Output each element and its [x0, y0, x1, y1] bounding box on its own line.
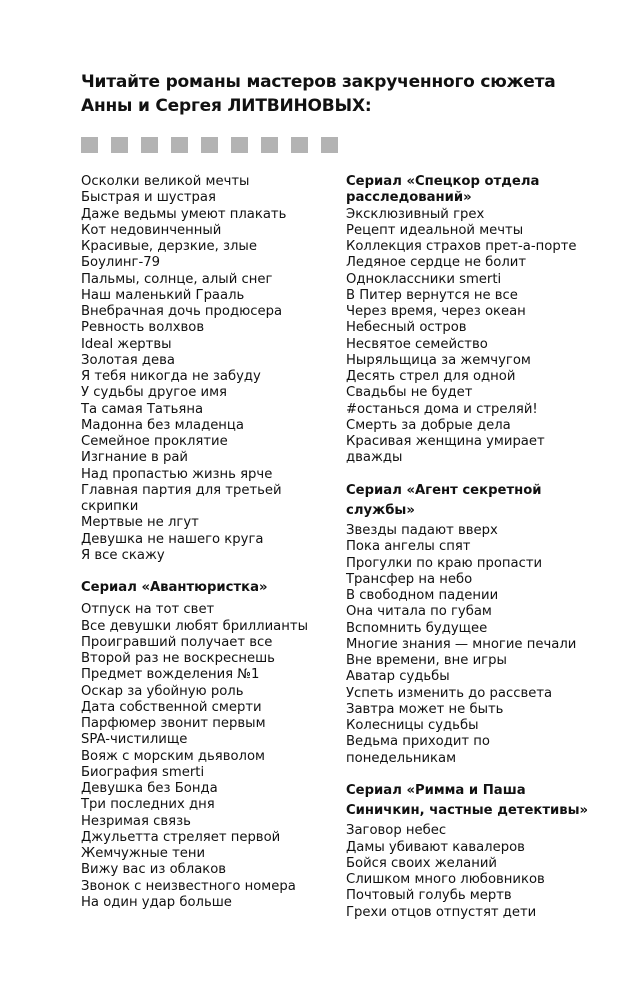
- book-title: Над пропастью жизнь ярче: [81, 466, 273, 482]
- book-title: #останься дома и стреляй!: [346, 401, 538, 417]
- book-title: Небесный остров: [346, 320, 467, 336]
- series-title: Сериал «Авантюристка»: [81, 580, 268, 595]
- book-title: На один удар больше: [81, 894, 232, 910]
- book-title: Успеть изменить до рассвета: [346, 685, 553, 701]
- book-title: Многие знания — многие печали: [346, 636, 577, 652]
- book-title: Я все скажу: [81, 547, 165, 563]
- book-title: Пока ангелы спят: [346, 539, 471, 555]
- book-title: Завтра может не быть: [346, 701, 504, 717]
- book-title: Незримая связь: [81, 813, 191, 829]
- book-title: Боулинг-79: [81, 255, 161, 271]
- book-title: Та самая Татьяна: [81, 401, 204, 417]
- series-title-line: Сериал «Агент секретной: [346, 482, 542, 498]
- book-title: Я тебя никогда не забуду: [81, 369, 261, 384]
- series-rimma-and-pasha: [346, 783, 606, 921]
- book-title: В свободном падении: [346, 588, 499, 603]
- book-title: Быстрая и шустрая: [81, 190, 216, 206]
- book-title: У судьбы другое имя: [81, 385, 227, 401]
- book-title: Красивая женщина умирает: [346, 434, 545, 449]
- book-title: Биография smerti: [81, 764, 205, 780]
- book-title: Изгнание в рай: [81, 450, 188, 466]
- right-column: [346, 174, 606, 921]
- book-title: Наш маленький Грааль: [81, 287, 245, 303]
- book-title: Ревность волхвов: [81, 320, 205, 336]
- book-title: Осколки великой мечты: [81, 174, 250, 189]
- square-divider-icon: [321, 137, 338, 153]
- book-title: Главная партия для третьей: [81, 482, 282, 498]
- book-title: Трансфер на небо: [346, 571, 473, 587]
- book-title: Заговор небес: [346, 823, 447, 839]
- square-divider-icon: [111, 137, 128, 153]
- book-title: Колесницы судьбы: [346, 718, 479, 733]
- book-title: Одноклассники smerti: [346, 271, 502, 287]
- book-title: Аватар судьбы: [346, 669, 450, 685]
- book-title: Красивые, дерзкие, злые: [81, 239, 257, 254]
- book-title: Слишком много любовников: [346, 872, 545, 887]
- book-title: В Питер вернутся не все: [346, 287, 518, 303]
- book-title: Пальмы, солнце, алый снег: [81, 271, 273, 287]
- series-book-list: [346, 207, 606, 467]
- book-title: Коллекция страхов прет-а-порте: [346, 239, 577, 254]
- page-heading: [81, 70, 581, 118]
- book-title: Вне времени, вне игры: [346, 653, 507, 668]
- series-title-line: Синичкин, частные детективы»: [346, 803, 589, 818]
- square-divider-icon: [291, 137, 308, 153]
- book-title: Ideal жертвы: [81, 336, 172, 352]
- series-adventuress: [81, 580, 331, 911]
- book-title: Звезды падают вверх: [346, 523, 498, 538]
- book-title: Десять стрел для одной: [346, 369, 516, 384]
- square-divider-icon: [171, 137, 188, 153]
- series-secret-agent: [346, 483, 606, 767]
- book-title: Грехи отцов отпустят дети: [346, 904, 537, 920]
- book-title: Звонок с неизвестного номера: [81, 878, 296, 894]
- book-title: Отпуск на тот свет: [81, 602, 215, 618]
- heading-line-2: Анны и Сергея ЛИТВИНОВЫХ:: [81, 96, 372, 116]
- book-title: Рецепт идеальной мечты: [346, 222, 524, 238]
- book-title: Второй раз не воскреснешь: [81, 651, 275, 666]
- book-title: Смерть за добрые дела: [346, 417, 511, 433]
- square-divider-icon: [261, 137, 278, 153]
- book-title: SPA-чистилище: [81, 732, 188, 748]
- square-divider-icon: [201, 137, 218, 153]
- heading-line-1: Читайте романы мастеров закрученного сюжета: [81, 72, 556, 92]
- square-divider-icon: [141, 137, 158, 153]
- book-title: Эксклюзивный грех: [346, 206, 485, 222]
- book-title: Вспомнить будущее: [346, 620, 488, 636]
- book-title: дважды: [346, 450, 403, 466]
- book-title: Парфюмер звонит первым: [81, 716, 266, 731]
- book-title: Девушка без Бонда: [81, 781, 218, 796]
- book-title: Вояж с морским дьяволом: [81, 748, 265, 764]
- book-title: Мертвые не лгут: [81, 515, 199, 531]
- series-book-list: [346, 823, 606, 921]
- book-title: Ныряльщица за жемчугом: [346, 352, 531, 368]
- book-title: Внебрачная дочь продюсера: [81, 304, 283, 319]
- decorative-squares: [81, 137, 338, 153]
- book-title: Свадьбы не будет: [346, 385, 473, 401]
- book-title: Мадонна без младенца: [81, 417, 244, 433]
- book-title: Даже ведьмы умеют плакать: [81, 206, 287, 222]
- book-title: Предмет вожделения №1: [81, 667, 260, 683]
- book-title: Ведьма приходит по: [346, 734, 490, 750]
- book-title: Прогулки по краю пропасти: [346, 555, 543, 571]
- book-title: Вижу вас из облаков: [81, 862, 227, 878]
- book-title: Дата собственной смерти: [81, 699, 262, 715]
- book-title: Ледяное сердце не болит: [346, 255, 527, 271]
- book-title: понедельникам: [346, 750, 457, 766]
- series-book-list: [81, 602, 331, 911]
- square-divider-icon: [81, 137, 98, 153]
- book-title: Оскар за убойную роль: [81, 683, 244, 699]
- book-title: Несвятое семейство: [346, 336, 488, 352]
- series-title-line: расследований»: [346, 190, 472, 206]
- series-book-list: [346, 523, 606, 767]
- series-title-line: Сериал «Римма и Паша: [346, 782, 526, 798]
- book-title: Бойся своих желаний: [346, 855, 497, 871]
- book-title: Проигравший получает все: [81, 634, 273, 650]
- series-title-line: Сериал «Спецкор отдела: [346, 174, 540, 189]
- book-title: Все девушки любят бриллианты: [81, 618, 308, 634]
- book-title: Кот недовинченный: [81, 222, 222, 238]
- book-title: Джульетта стреляет первой: [81, 829, 281, 845]
- book-title: скрипки: [81, 499, 139, 514]
- book-title: Почтовый голубь мертв: [346, 888, 512, 904]
- book-title: Дамы убивают кавалеров: [346, 839, 525, 855]
- book-title: Жемчужные тени: [81, 846, 206, 861]
- book-title: Через время, через океан: [346, 304, 526, 319]
- book-title: Семейное проклятие: [81, 434, 228, 449]
- series-special-correspondent: [346, 174, 606, 467]
- square-divider-icon: [231, 137, 248, 153]
- book-title: Золотая дева: [81, 352, 175, 368]
- series-title-line: службы»: [346, 502, 415, 518]
- left-column: [81, 174, 331, 911]
- book-title: Она читала по губам: [346, 604, 492, 620]
- book-title: Три последних дня: [81, 797, 215, 813]
- standalone-book-list: [81, 174, 331, 564]
- book-title: Девушка не нашего круга: [81, 531, 264, 547]
